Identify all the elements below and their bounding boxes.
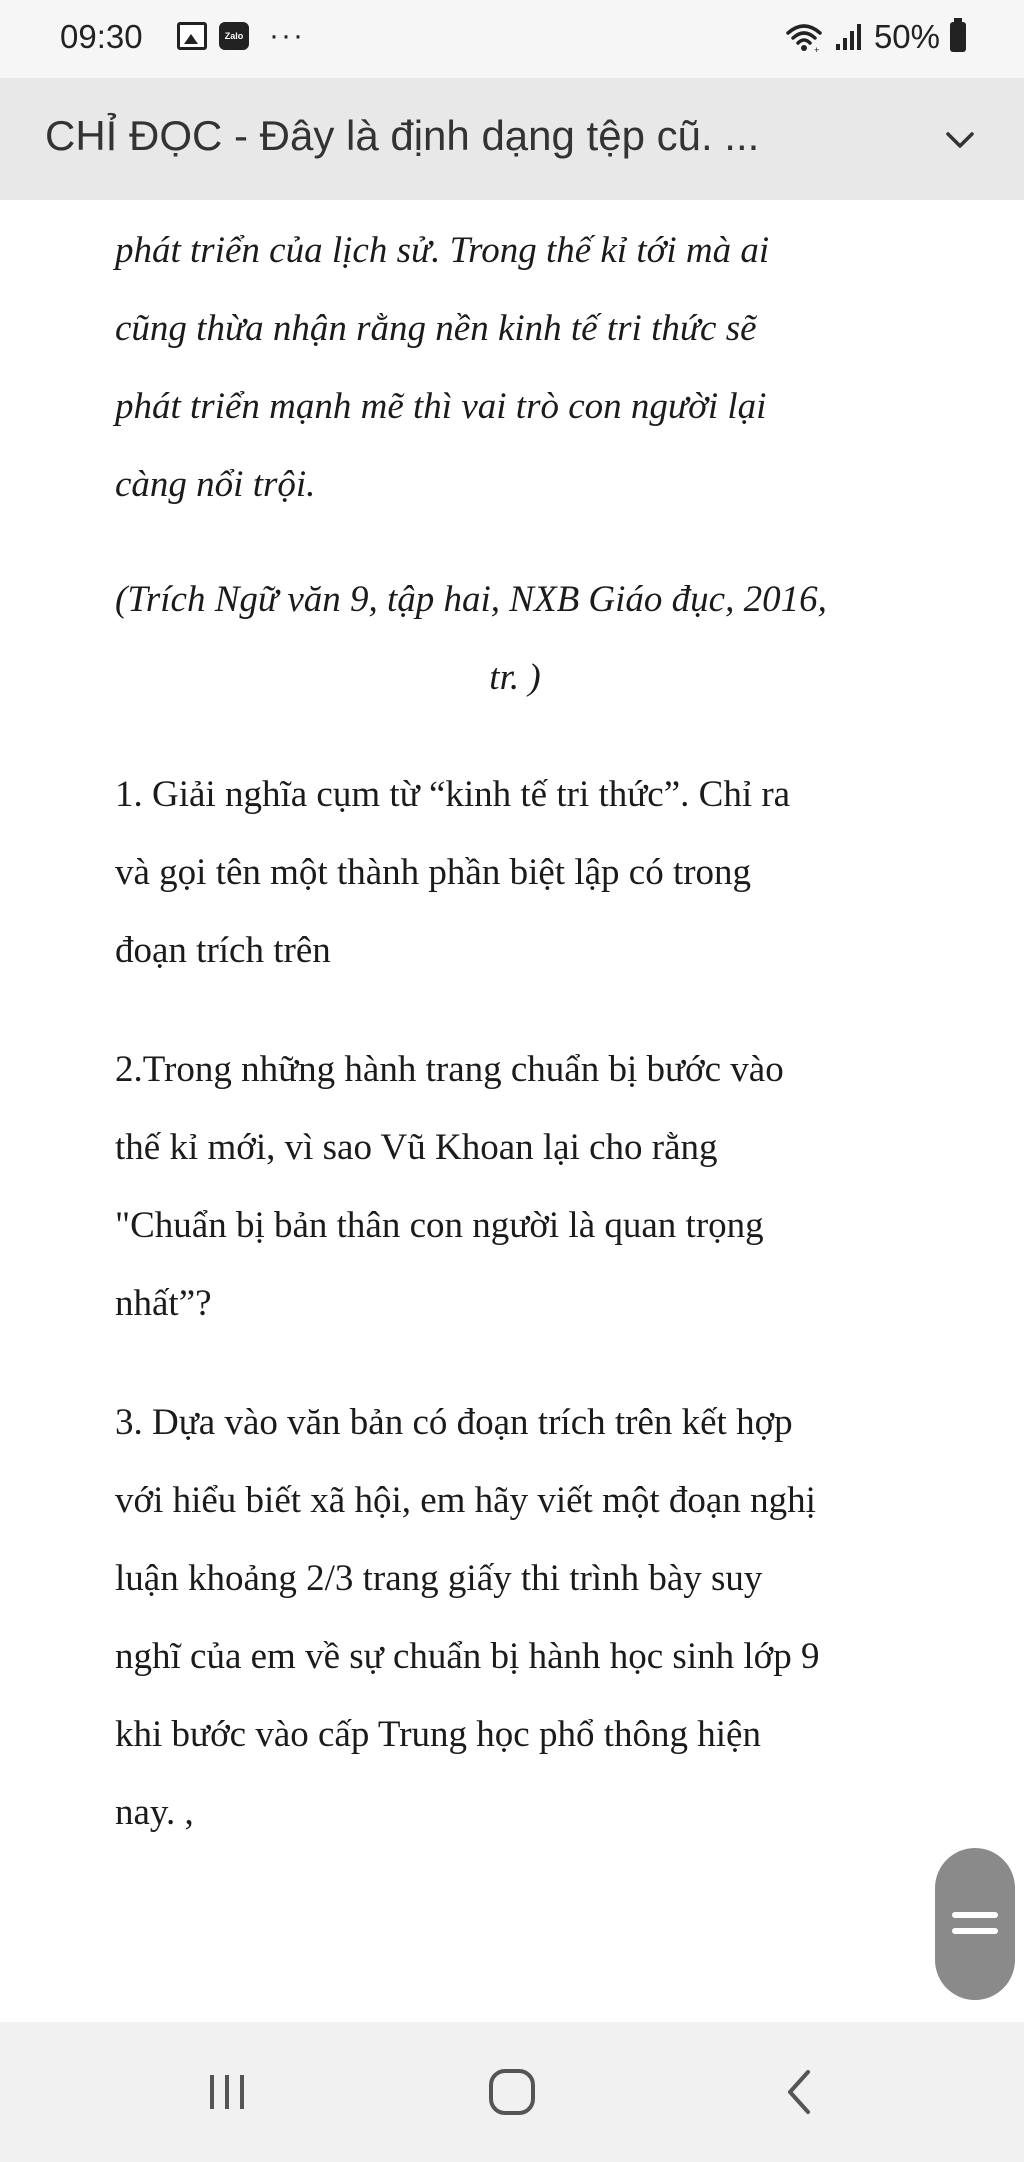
question-2 [115,1031,915,1343]
text-line: càng nổi trội. [115,464,316,505]
question-3 [115,1384,915,1852]
recent-apps-button[interactable] [192,2062,262,2122]
text-line: 1. Giải nghĩa cụm từ “kinh tế tri thức”. Chỉ ra [115,774,791,815]
text-line: cũng thừa nhận rằng nền kinh tế tri thức sẽ [115,308,757,349]
handle-grip-icon [952,1912,998,1918]
navigation-bar [0,2022,1024,2162]
text-line: thế kỉ mới, vì sao Vũ Khoan lại cho rằng [115,1127,718,1168]
notification-icons [177,19,305,52]
text-line: luận khoảng 2/3 trang giấy thi trình bày suy [115,1558,763,1599]
text-line: nhất”? [115,1283,212,1324]
signal-icon [834,22,864,52]
text-line: 3. Dựa vào văn bản có đoạn trích trên kết hợp [115,1402,793,1443]
text-line: tr. ) [489,657,541,698]
document-title: CHỈ ĐỌC - Đây là định dạng tệp cũ. ... [45,112,760,159]
text-line: với hiểu biết xã hội, em hãy viết một đoạn nghị [115,1480,816,1521]
text-line: 2.Trong những hành trang chuẩn bị bước vào [115,1049,784,1090]
system-icons [784,18,966,56]
text-line: đoạn trích trên [115,930,331,971]
text-line: "Chuẩn bị bản thân con người là quan trọng [115,1205,764,1246]
back-button[interactable] [764,2062,834,2122]
scroll-handle[interactable] [935,1848,1015,2000]
handle-grip-icon [952,1928,998,1934]
citation-paragraph [115,561,915,717]
text-line: phát triển mạnh mẽ thì vai trò con người lại [115,386,767,427]
status-time: 09:30 [60,18,143,55]
question-1 [115,756,915,990]
document-content[interactable] [0,200,1024,2022]
battery-icon [950,22,966,52]
zalo-icon: Zalo [219,22,249,50]
home-button[interactable] [477,2062,547,2122]
text-line: nghĩ của em về sự chuẩn bị hành học sinh lớp 9 [115,1636,820,1677]
more-notifications-icon: ··· [269,19,305,52]
wifi-icon [784,21,824,53]
chevron-down-icon[interactable] [938,118,982,162]
text-line: và gọi tên một thành phần biệt lập có trong [115,852,752,893]
battery-percentage: 50% [873,18,940,55]
document-title-bar[interactable] [0,78,1024,200]
excerpt-paragraph [115,212,915,524]
svg-text:+: + [813,45,820,53]
text-line: phát triển của lịch sử. Trong thế kỉ tới mà ai [115,230,770,271]
status-bar [0,0,1024,78]
text-line: khi bước vào cấp Trung học phổ thông hiện [115,1714,761,1755]
text-line: nay. , [115,1792,194,1833]
gallery-icon [177,22,207,50]
text-line: (Trích Ngữ văn 9, tập hai, NXB Giáo đục, 2016, [115,579,827,620]
